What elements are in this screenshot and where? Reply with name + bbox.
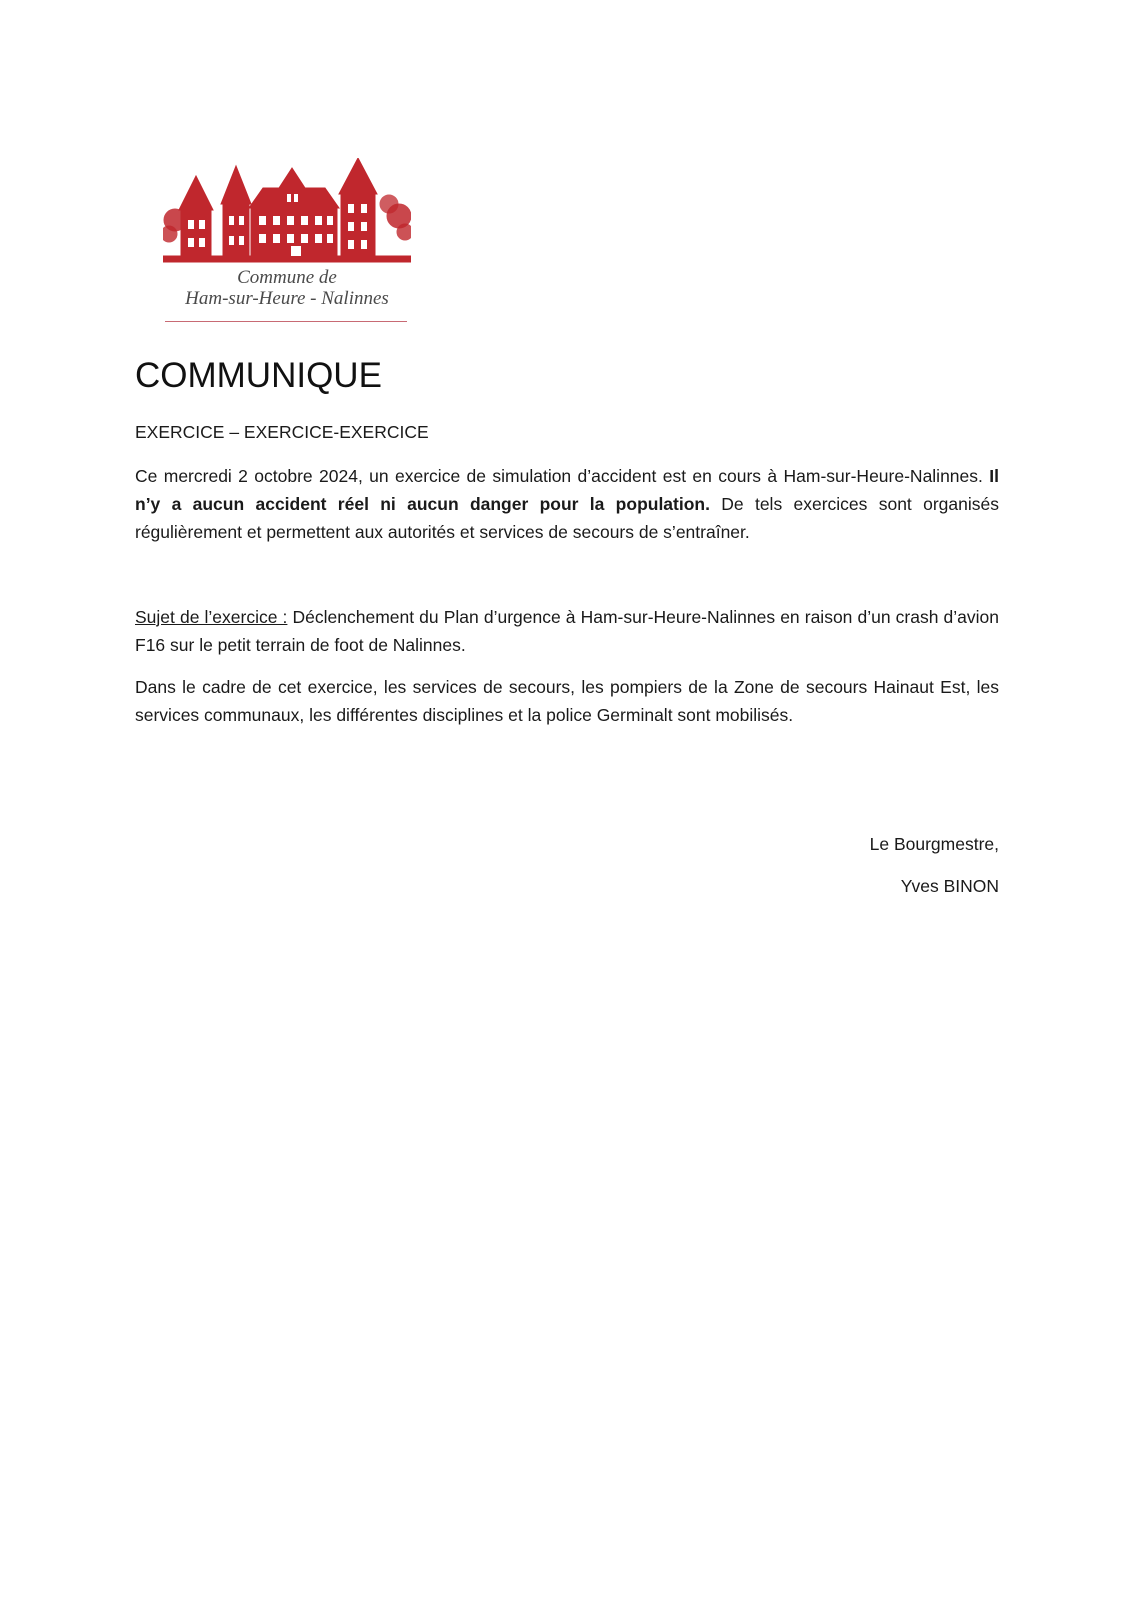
castle-illustration: [163, 158, 411, 268]
logo-divider: [165, 321, 407, 322]
page-title: COMMUNIQUE: [135, 356, 382, 395]
logo-line-1: Commune de: [237, 267, 337, 288]
paragraph-subject: [135, 603, 999, 659]
announcement-bold-statement: Il n’y a aucun accident réel ni aucun danger pour la population.: [135, 466, 999, 514]
announcement-text-b: De tels exercices sont organisés régulièrement et permettent aux autorités et services de secours de s’entraîner.: [135, 494, 999, 542]
subject-label: Sujet de l’exercice :: [135, 607, 288, 627]
paragraph-services: Dans le cadre de cet exercice, les services de secours, les pompiers de la Zone de secours Hainaut Est, les services communaux, les différentes disciplines et la police Germinalt sont mobilisés.: [135, 677, 999, 725]
subject-text: Déclenchement du Plan d’urgence à Ham-sur-Heure-Nalinnes en raison d’un crash d’avion F16 sur le petit terrain de foot de Nalinnes.: [135, 607, 999, 655]
announcement-text-a: Ce mercredi 2 octobre 2024, un exercice de simulation d’accident est en cours à Ham-sur-Heure-Nalinnes.: [135, 466, 990, 486]
signature-role: Le Bourgmestre,: [869, 834, 999, 854]
document-subtitle: EXERCICE – EXERCICE-EXERCICE: [135, 422, 429, 442]
paragraph-announcement: [135, 462, 999, 546]
signature-name: Yves BINON: [900, 876, 999, 896]
commune-logo: [163, 158, 411, 330]
logo-line-2: Ham-sur-Heure - Nalinnes: [185, 288, 389, 309]
